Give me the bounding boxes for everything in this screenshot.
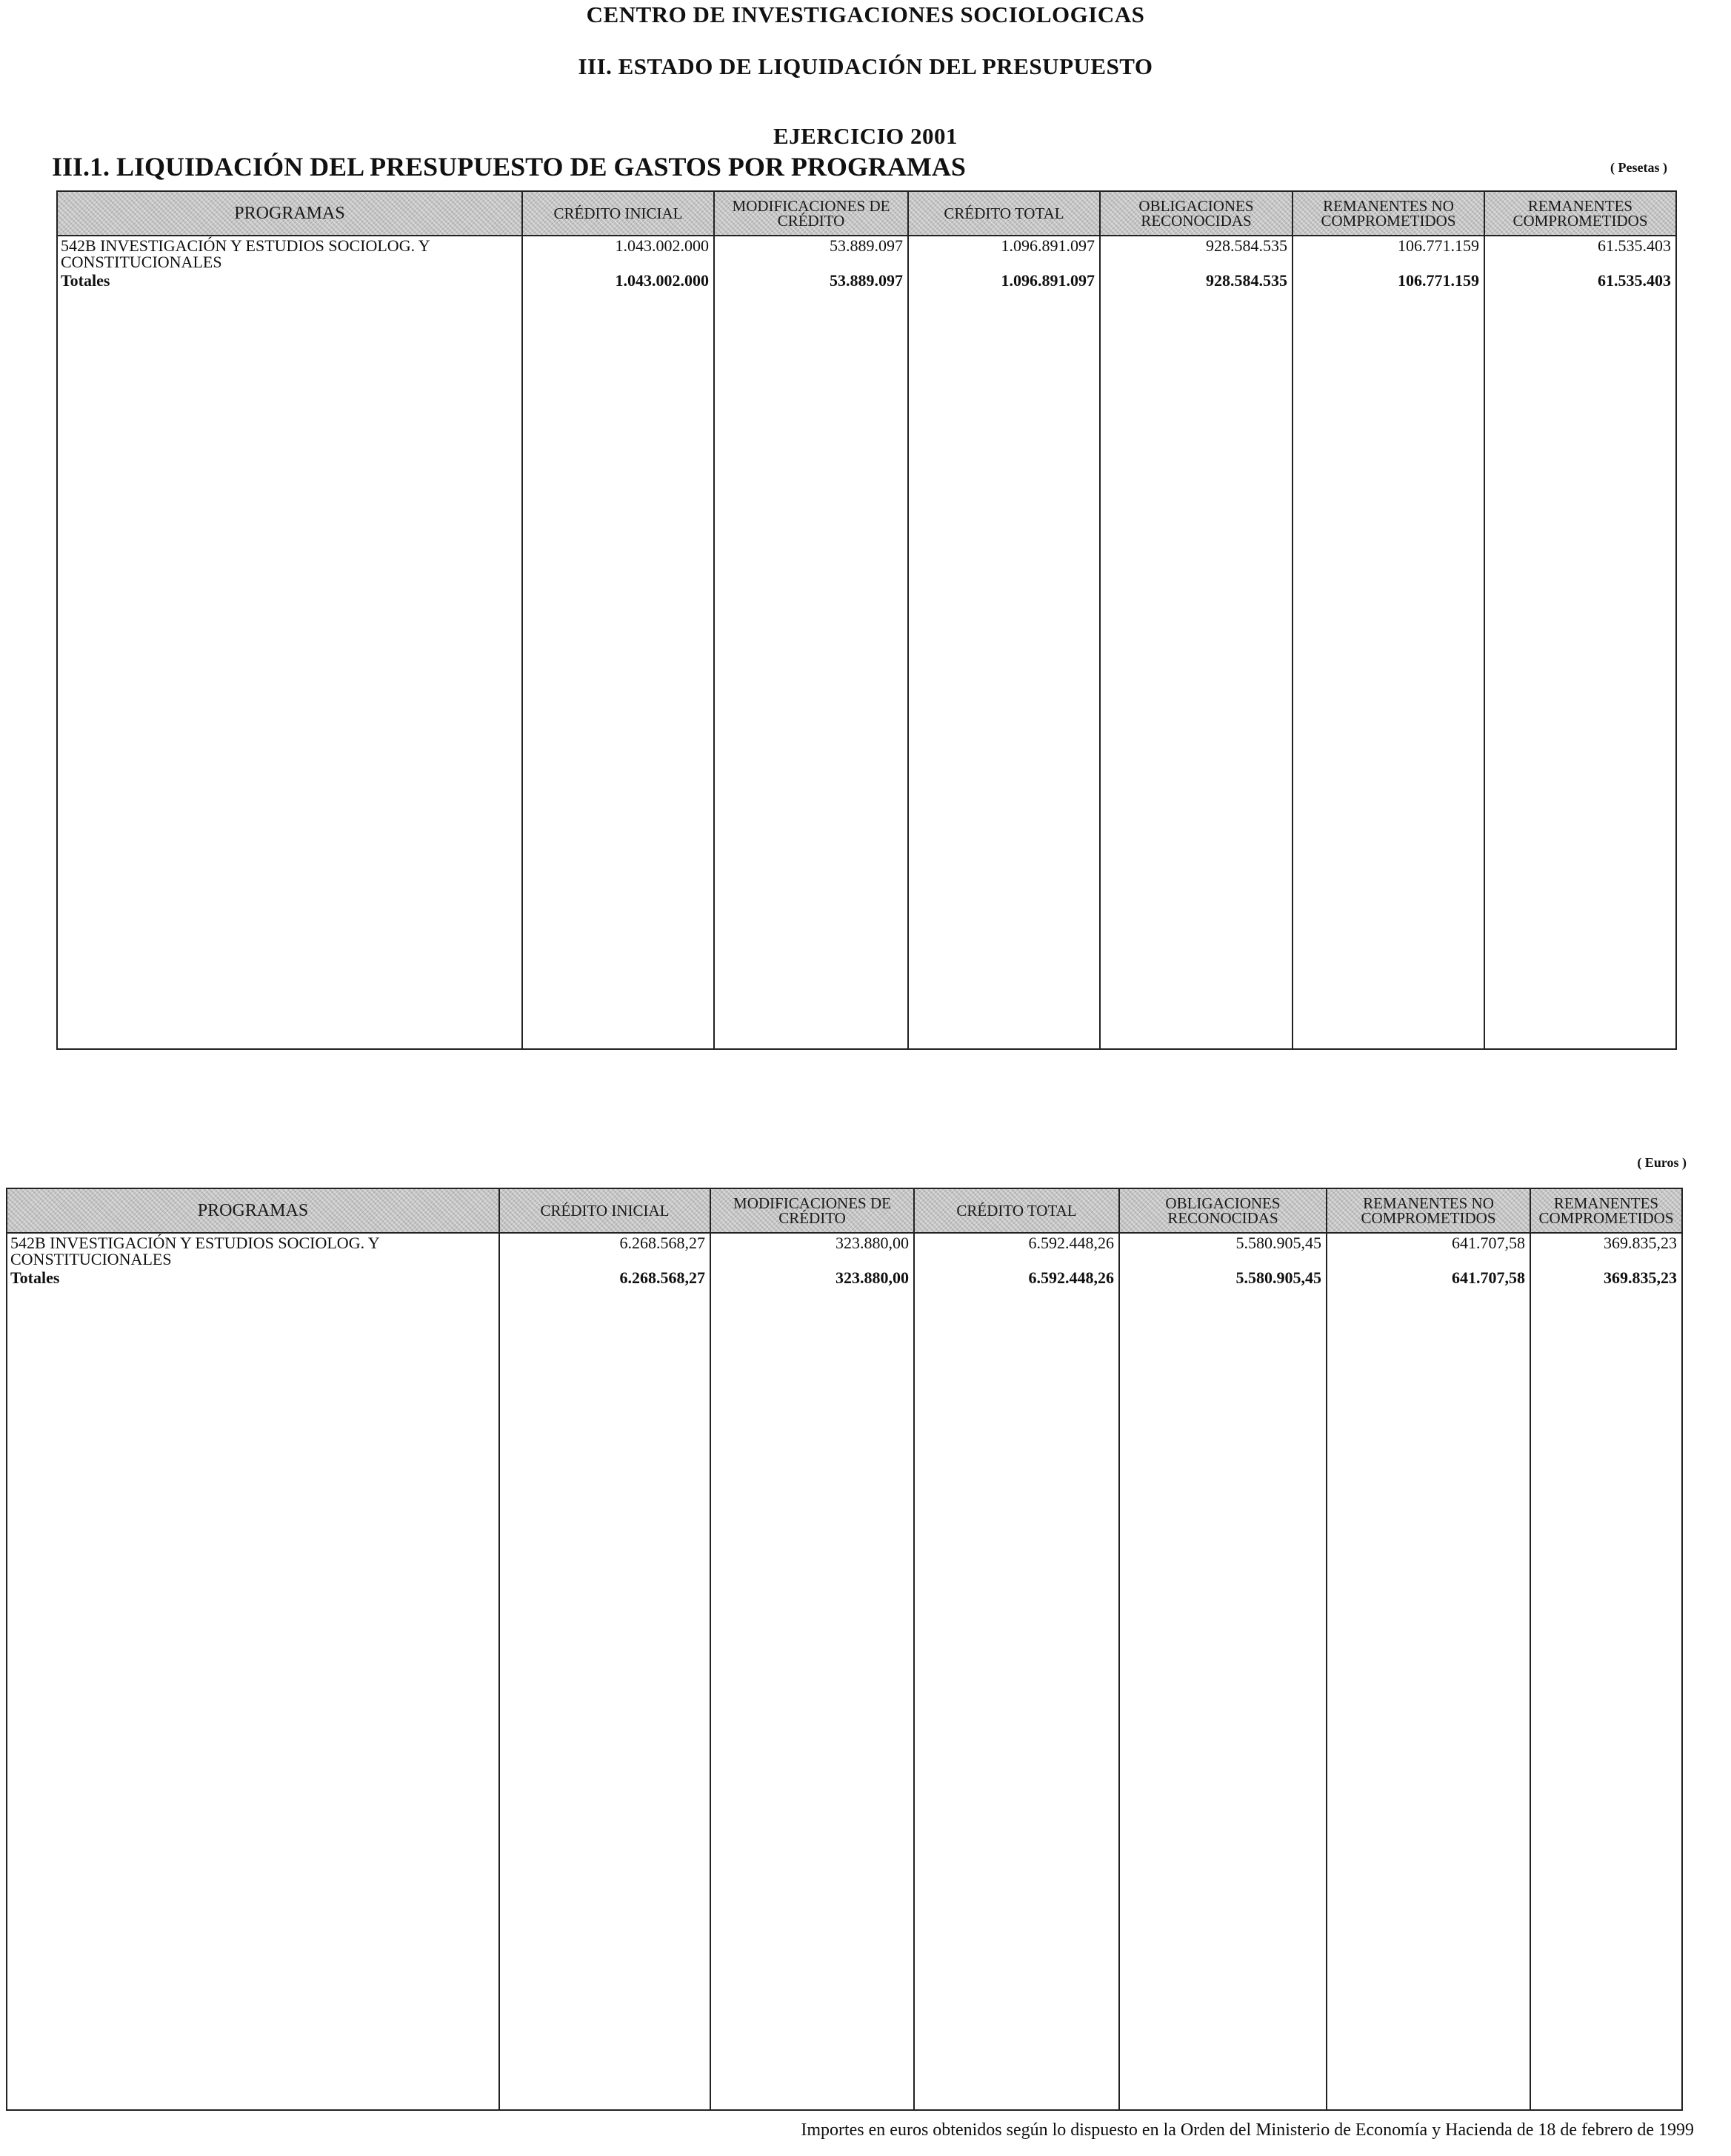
filler-cell (1119, 1292, 1327, 2110)
remanentes-comprometidos-cell: 369.835,23 (1530, 1233, 1682, 1270)
pesetas-table (56, 190, 1677, 1050)
col-header-remanentes-no-comprometidos: REMANENTES NO COMPROMETIDOS (1327, 1188, 1530, 1233)
filler-cell (914, 1292, 1119, 2110)
total-credito-total-cell: 1.096.891.097 (908, 273, 1100, 295)
remanentes-comprometidos-cell: 61.535.403 (1484, 236, 1676, 273)
col-header-credito-inicial: CRÉDITO INICIAL (499, 1188, 710, 1233)
totals-row (7, 1270, 1682, 1292)
col-header-remanentes-comprometidos: REMANENTES COMPROMETIDOS (1484, 191, 1676, 236)
euros-unit-label: ( Euros ) (1637, 1155, 1687, 1170)
filler-cell (1484, 295, 1676, 1049)
filler-cell (1293, 295, 1484, 1049)
col-header-modificaciones: MODIFICACIONES DE CRÉDITO (710, 1188, 914, 1233)
empty-filler-row (7, 1292, 1682, 2110)
credito-inicial-cell: 6.268.568,27 (499, 1233, 710, 1270)
table-row (57, 236, 1676, 273)
remanentes-no-comprometidos-cell: 641.707,58 (1327, 1233, 1530, 1270)
euros-header-row (7, 1188, 1682, 1233)
entity-title: CENTRO DE INVESTIGACIONES SOCIOLOGICAS (586, 1, 1145, 27)
filler-cell (1327, 1292, 1530, 2110)
total-credito-total-cell: 6.592.448,26 (914, 1270, 1119, 1292)
col-header-remanentes-comprometidos: REMANENTES COMPROMETIDOS (1530, 1188, 1682, 1233)
col-header-modificaciones: MODIFICACIONES DE CRÉDITO (714, 191, 908, 236)
filler-cell (57, 295, 522, 1049)
section-title: III. ESTADO DE LIQUIDACIÓN DEL PRESUPUESTO (578, 53, 1153, 79)
subsection-title: III.1. LIQUIDACIÓN DEL PRESUPUESTO DE GASTOS POR PROGRAMAS (52, 152, 966, 182)
programa-cell: 542B INVESTIGACIÓN Y ESTUDIOS SOCIOLOG. Y CONSTITUCIONALES (57, 236, 522, 273)
obligaciones-cell: 5.580.905,45 (1119, 1233, 1327, 1270)
total-modificaciones-cell: 323.880,00 (710, 1270, 914, 1292)
total-obligaciones-cell: 5.580.905,45 (1119, 1270, 1327, 1292)
filler-cell (714, 295, 908, 1049)
col-header-obligaciones: OBLIGACIONES RECONOCIDAS (1119, 1188, 1327, 1233)
total-obligaciones-cell: 928.584.535 (1100, 273, 1293, 295)
credito-total-cell: 1.096.891.097 (908, 236, 1100, 273)
filler-cell (908, 295, 1100, 1049)
total-remanentes-no-comprometidos-cell: 106.771.159 (1293, 273, 1484, 295)
col-header-programas: PROGRAMAS (57, 191, 522, 236)
col-header-obligaciones: OBLIGACIONES RECONOCIDAS (1100, 191, 1293, 236)
col-header-credito-inicial: CRÉDITO INICIAL (522, 191, 714, 236)
total-modificaciones-cell: 53.889.097 (714, 273, 908, 295)
totals-label: Totales (57, 273, 522, 295)
exercise-title: EJERCICIO 2001 (773, 123, 958, 149)
col-header-remanentes-no-comprometidos: REMANENTES NO COMPROMETIDOS (1293, 191, 1484, 236)
filler-cell (7, 1292, 499, 2110)
filler-cell (1100, 295, 1293, 1049)
total-credito-inicial-cell: 6.268.568,27 (499, 1270, 710, 1292)
obligaciones-cell: 928.584.535 (1100, 236, 1293, 273)
col-header-programas: PROGRAMAS (7, 1188, 499, 1233)
col-header-credito-total: CRÉDITO TOTAL (914, 1188, 1119, 1233)
total-credito-inicial-cell: 1.043.002.000 (522, 273, 714, 295)
totals-row (57, 273, 1676, 295)
filler-cell (499, 1292, 710, 2110)
modificaciones-cell: 323.880,00 (710, 1233, 914, 1270)
modificaciones-cell: 53.889.097 (714, 236, 908, 273)
total-remanentes-no-comprometidos-cell: 641.707,58 (1327, 1270, 1530, 1292)
filler-cell (710, 1292, 914, 2110)
footnote: Importes en euros obtenidos según lo dispuesto en la Orden del Ministerio de Economía y Hacienda de 18 de febrero de 1999 (801, 2120, 1694, 2140)
filler-cell (1530, 1292, 1682, 2110)
col-header-credito-total: CRÉDITO TOTAL (908, 191, 1100, 236)
pesetas-unit-label: ( Pesetas ) (1610, 160, 1667, 175)
empty-filler-row (57, 295, 1676, 1049)
filler-cell (522, 295, 714, 1049)
programa-cell: 542B INVESTIGACIÓN Y ESTUDIOS SOCIOLOG. Y CONSTITUCIONALES (7, 1233, 499, 1270)
credito-total-cell: 6.592.448,26 (914, 1233, 1119, 1270)
total-remanentes-comprometidos-cell: 369.835,23 (1530, 1270, 1682, 1292)
pesetas-header-row (57, 191, 1676, 236)
credito-inicial-cell: 1.043.002.000 (522, 236, 714, 273)
remanentes-no-comprometidos-cell: 106.771.159 (1293, 236, 1484, 273)
table-row (7, 1233, 1682, 1270)
total-remanentes-comprometidos-cell: 61.535.403 (1484, 273, 1676, 295)
euros-table (6, 1188, 1683, 2111)
totals-label: Totales (7, 1270, 499, 1292)
